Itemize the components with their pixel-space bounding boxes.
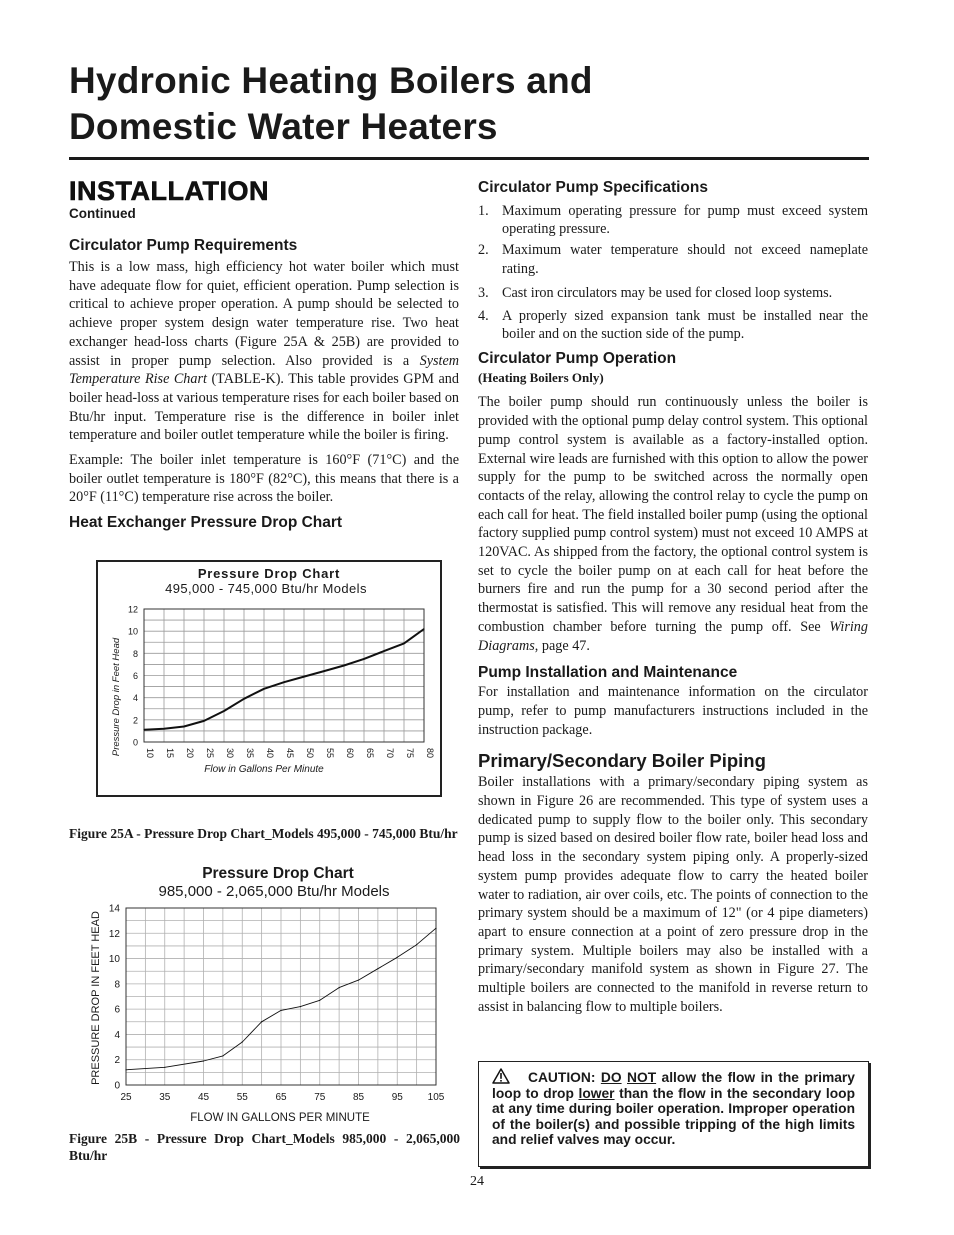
caution-box (478, 1061, 869, 1167)
data-point (222, 1055, 223, 1056)
data-point (397, 957, 398, 958)
x-tick-label: 65 (275, 1092, 287, 1103)
data-point (435, 928, 436, 929)
y-tick-label: 2 (132, 715, 138, 726)
x-tick-label: 75 (405, 748, 415, 759)
data-point (363, 658, 364, 659)
data-point (242, 1041, 243, 1042)
data-point (163, 728, 164, 729)
y-tick-label: 8 (114, 979, 120, 991)
heading-pump-maintenance: Pump Installation and Maintenance (478, 664, 738, 682)
y-tick-label: 6 (114, 1004, 120, 1016)
x-tick-label: 50 (305, 748, 315, 759)
paragraph-example: Example: The boiler inlet temperature is 160°F (71°C) and the boiler outlet temperature is 180°F (82°C), this means that there is a 20°F (11°C) temperature rise across the boiler. (69, 452, 459, 506)
list-item (478, 307, 868, 343)
data-point (358, 979, 359, 980)
y-tick-label: 4 (132, 693, 138, 704)
data-point (223, 710, 224, 711)
data-point (183, 726, 184, 727)
section-title: INSTALLATION (69, 176, 269, 206)
document-header (69, 58, 869, 150)
y-tick-label: 14 (108, 903, 120, 915)
heading-pressure-drop-chart: Heat Exchanger Pressure Drop Chart (69, 514, 343, 532)
y-tick-label: 0 (114, 1080, 120, 1092)
figure-25b-caption: Figure 25B - Pressure Drop Chart_Models 985,000 - 2,065,000 Btu/hr (69, 1131, 460, 1163)
list-number: 2. (478, 242, 489, 259)
x-tick-label: 95 (391, 1092, 403, 1103)
data-point (263, 688, 264, 689)
data-point (423, 628, 424, 629)
pressure-drop-chart-b (86, 860, 456, 1128)
data-point (243, 698, 244, 699)
data-point (283, 682, 284, 683)
paragraph-boiler-piping: Boiler installations with a primary/secondary piping system as shown in Figure 26 are recommended. This type of system uses a dedicated pump to supply flow to the boiler only. This secondary pump is sized based on desired boiler flow rate, boiler head loss and head loss in the secondary system piping only. A properly-sized system pump provides adequate flow to carry the heated boiler water to radiation, air over coils, etc. The points of connection to the primary system should be a maximum of 12" (or 4 pipe diameters) apart to ensure connection at a point of zero pressure drop in the primary system. Multiple boilers may also be installed with a primary/secondary manifold system as shown in Figure 27. The multiple boilers are connected to the manifold in reverse return to assist in balancing flow to multiple boilers. (478, 774, 868, 1015)
heading-pump-operation: Circulator Pump Operation (478, 350, 677, 368)
y-tick-label: 2 (114, 1055, 120, 1067)
data-point (164, 1067, 165, 1068)
paragraph-pump-operation (478, 393, 868, 655)
chart-b-subtitle: 985,000 - 2,065,000 Btu/hr Models (158, 883, 390, 900)
title-line-1: Hydronic Heating Boilers and (69, 60, 593, 101)
list-number: 3. (478, 284, 489, 301)
chart-a-xlabel: Flow in Gallons Per Minute (204, 764, 324, 775)
figure-25a-chart (96, 560, 442, 797)
list-number: 1. (478, 203, 489, 219)
figure-25a-caption: Figure 25A - Pressure Drop Chart_Models 495,000 - 745,000 Btu/hr (69, 826, 458, 841)
y-tick-label: 12 (108, 928, 120, 940)
data-point (203, 1060, 204, 1061)
x-tick-label: 10 (145, 748, 155, 759)
data-point (300, 1006, 301, 1007)
list-number: 4. (478, 308, 489, 325)
data-point (339, 987, 340, 988)
paragraph-pump-maintenance: For installation and maintenance information on the circulator pump, refer to pump manufacturers instructions included in the instruction package. (478, 684, 868, 738)
x-tick-label: 15 (165, 748, 175, 759)
x-tick-label: 105 (427, 1092, 445, 1103)
data-point (280, 1010, 281, 1011)
chart-a-subtitle: 495,000 - 745,000 Btu/hr Models (165, 581, 367, 596)
x-tick-label: 45 (285, 748, 295, 759)
x-tick-label: 60 (345, 748, 355, 759)
chart-b-plot-area (109, 904, 445, 1104)
list-item (478, 202, 868, 238)
x-tick-label: 80 (425, 748, 435, 759)
data-point (383, 651, 384, 652)
data-point (203, 720, 204, 721)
data-point (403, 643, 404, 644)
x-tick-label: 25 (120, 1092, 132, 1103)
page-title (69, 58, 869, 150)
x-tick-label: 20 (185, 748, 195, 759)
list-item (478, 284, 868, 302)
y-tick-label: 0 (132, 737, 138, 748)
y-tick-label: 6 (132, 671, 138, 681)
list-text: Maximum operating pressure for pump must exceed system operating pressure. (502, 203, 868, 238)
x-tick-label: 35 (245, 748, 255, 759)
y-tick-label: 10 (108, 954, 120, 966)
paragraph-pump-requirements (69, 258, 459, 445)
data-point (343, 665, 344, 666)
title-line-2: Domestic Water Heaters (69, 106, 498, 147)
text-segment: , page 47. (534, 637, 590, 654)
x-tick-label: 55 (236, 1092, 248, 1103)
text-segment: This is a low mass, high efficiency hot water boiler which must have adequate flow for quiet, efficient operation. Pump selection is critical to achieve proper operation. A pump should be selected to achieve proper system design water temperature rise. Two heat exchanger head-loss charts (Figure 25A & 25B) are provided to assist in proper pump selection. Also provided is a (69, 259, 459, 369)
caution-text-2: than the flow in the secondary loop at any time during boiler operation. Improper operation of the boiler(s) and possible tripping of the high limits and relief valves may occur. (492, 1085, 855, 1148)
chart-a-title: Pressure Drop Chart (197, 566, 341, 581)
caution-text-1: allow the flow in the primary loop to drop (492, 1070, 855, 1101)
x-tick-label: 75 (314, 1092, 326, 1103)
y-tick-label: 10 (127, 626, 138, 637)
y-tick-label: 4 (114, 1029, 120, 1041)
chart-a-plot-area (128, 605, 435, 759)
header-rule (69, 157, 869, 160)
list-text: Cast iron circulators may be used for closed loop systems. (502, 284, 833, 301)
caution-label: CAUTION: (528, 1070, 596, 1085)
heading-pump-requirements: Circulator Pump Requirements (69, 237, 298, 254)
x-tick-label: 25 (205, 748, 215, 759)
left-column (69, 172, 459, 533)
right-column (478, 178, 868, 1017)
caution-text (492, 1068, 855, 1148)
heading-pump-specifications: Circulator Pump Specifications (478, 179, 708, 196)
y-tick-label: 12 (127, 604, 138, 615)
chart-b-title: Pressure Drop Chart (202, 865, 354, 882)
heading-boiler-piping: Primary/Secondary Boiler Piping (478, 750, 766, 772)
list-text: A properly sized expansion tank must be installed near the boiler and on the suction side of the pump. (502, 308, 868, 343)
chart-b-ylabel: PRESSURE DROP IN FEET HEAD (90, 911, 102, 1085)
x-tick-label: 55 (325, 748, 335, 759)
table-reference: System Temperature Rise Chart (69, 352, 459, 388)
data-point (416, 944, 417, 945)
data-point (319, 1000, 320, 1001)
pressure-drop-chart-a (98, 562, 440, 795)
text-segment: The boiler pump should run continuously unless the boiler is provided with the optional pump delay control system. This optional pump control system is available as a factory-installed option. External wire leads are furnished with this option to allow the power supply for the pump to be switched across the normally open contacts of the relay, allowing the control relay to cycle the pump on each call for heat. The field installed boiler pump (using the optional factory supplied pump control system) must not exceed 10 AMPS at 120VAC. As shipped from the factory, the optional control system is set to cycle the boiler pump on at each call for heat before the burners fire and run the pump for a 30 second period after the thermostat is satisfied. This will remove any residual heat from the combustion chamber before turning the pump off. See (478, 394, 868, 635)
data-point (261, 1021, 262, 1022)
data-point (125, 1069, 126, 1070)
page-number: 24 (470, 1174, 484, 1189)
x-tick-label: 40 (265, 748, 275, 759)
pump-operation-subtitle: (Heating Boilers Only) (478, 370, 604, 386)
y-tick-label: 8 (132, 648, 138, 659)
x-tick-label: 35 (159, 1092, 171, 1103)
figure-25b-chart (86, 860, 456, 1128)
data-point (323, 670, 324, 671)
chart-a-ylabel: Pressure Drop in Feet Head (111, 637, 122, 757)
spec-list (478, 202, 868, 343)
chart-b-xlabel: FLOW IN GALLONS PER MINUTE (190, 1112, 370, 1124)
x-tick-label: 30 (225, 748, 235, 759)
x-tick-label: 45 (197, 1092, 210, 1103)
caution-not: NOT (627, 1070, 657, 1085)
x-tick-label: 85 (352, 1092, 365, 1103)
x-tick-label: 70 (385, 748, 395, 759)
list-item (478, 241, 868, 277)
data-point (303, 676, 304, 677)
caution-do: DO (600, 1070, 622, 1085)
list-text: Maximum water temperature should not exceed nameplate rating. (502, 242, 868, 277)
wiring-diagrams-reference: Wiring Diagrams (478, 618, 868, 654)
x-tick-label: 65 (365, 748, 375, 759)
warning-triangle-icon (492, 1068, 510, 1084)
caution-lower: lower (578, 1085, 615, 1101)
text-segment: (TABLE-K). This table provides GPM and boiler head-loss at various temperature rises for each boiler based on Btu/hr input. Temperature rise is the difference in boiler inlet temperature and boiler outlet temperature while the boiler is firing. (69, 371, 460, 444)
section-subtitle: Continued (69, 206, 136, 221)
data-point (377, 968, 378, 969)
data-point (143, 729, 144, 730)
